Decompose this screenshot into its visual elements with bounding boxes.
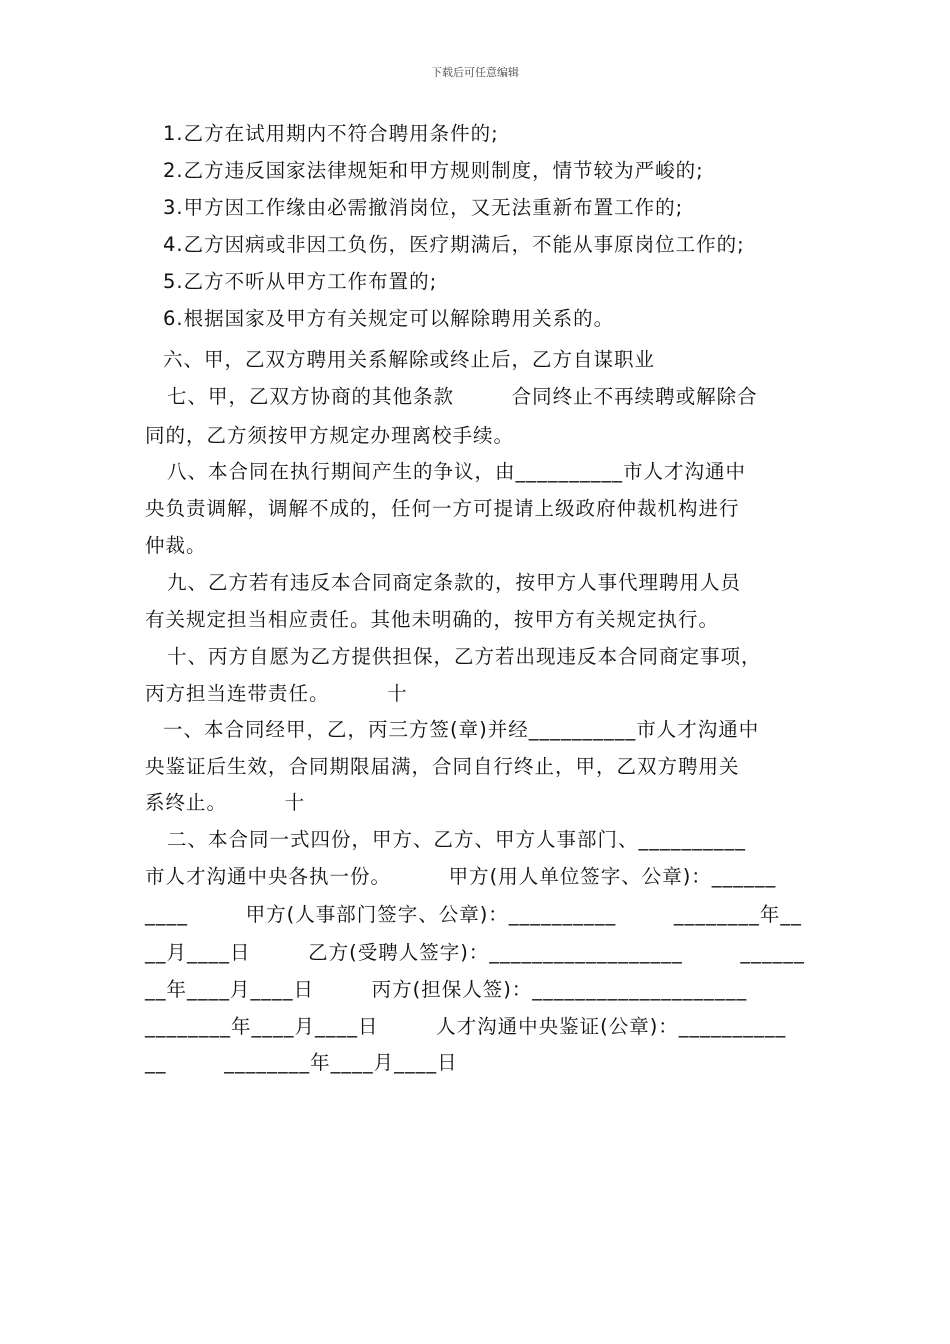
article-8-cont-1: 央负责调解，调解不成的，任何一方可提请上级政府仲裁机构进行 — [145, 497, 740, 520]
page-header: 下载后可任意编辑 — [431, 66, 519, 79]
article-8: 八、本合同在执行期间产生的争议，由__________市人才沟通中 — [167, 460, 747, 483]
signature-line-1: 市人才沟通中央各执一份。 甲方(用人单位签字、公章)：______ — [145, 865, 777, 888]
article-7: 七、甲，乙双方协商的其他条款 合同终止不再续聘或解除合 — [167, 385, 758, 408]
article-6: 六、甲，乙双方聘用关系解除或终止后，乙方自谋职业 — [163, 348, 656, 371]
clause-item-5: 5.乙方不听从甲方工作布置的; — [163, 270, 438, 293]
signature-line-2: ____ 甲方(人事部门签字、公章)：__________ ________年__ — [145, 903, 802, 926]
clause-item-2: 2.乙方违反国家法律规矩和甲方规则制度，情节较为严峻的; — [163, 159, 704, 182]
article-12: 二、本合同一式四份，甲方、乙方、甲方人事部门、__________ — [167, 828, 747, 851]
signature-line-4: __年____月____日 丙方(担保人签)：____________________ — [145, 978, 748, 1001]
signature-line-3: __月____日 乙方(受聘人签字)：__________________ ______ — [145, 941, 805, 964]
signature-line-5: ________年____月____日 人才沟通中央鉴证(公章)：__________ — [145, 1015, 787, 1038]
clause-item-4: 4.乙方因病或非因工负伤，医疗期满后，不能从事原岗位工作的; — [163, 233, 745, 256]
article-9-cont: 有关规定担当相应责任。其他未明确的，按甲方有关规定执行。 — [145, 608, 720, 631]
article-10: 十、丙方自愿为乙方提供担保，乙方若出现违反本合同商定事项， — [167, 645, 762, 668]
article-11-cont-1: 央鉴证后生效，合同期限届满，合同自行终止，甲，乙双方聘用关 — [145, 755, 740, 778]
clause-item-6: 6.根据国家及甲方有关规定可以解除聘用关系的。 — [163, 307, 615, 330]
article-11: 一、本合同经甲，乙，丙三方签(章)并经__________市人才沟通中 — [163, 718, 760, 741]
clause-item-1: 1.乙方在试用期内不符合聘用条件的; — [163, 122, 499, 145]
article-8-cont-2: 仲裁。 — [145, 534, 207, 557]
article-9: 九、乙方若有违反本合同商定条款的，按甲方人事代理聘用人员 — [167, 571, 742, 594]
article-10-cont: 丙方担当连带责任。 十 — [145, 682, 408, 705]
article-11-cont-2: 系终止。 十 — [145, 791, 306, 814]
article-7-cont: 同的，乙方须按甲方规定办理离校手续。 — [145, 424, 515, 447]
signature-line-6: __ ________年____月____日 — [145, 1051, 458, 1074]
clause-item-3: 3.甲方因工作缘由必需撤消岗位，又无法重新布置工作的; — [163, 196, 684, 219]
